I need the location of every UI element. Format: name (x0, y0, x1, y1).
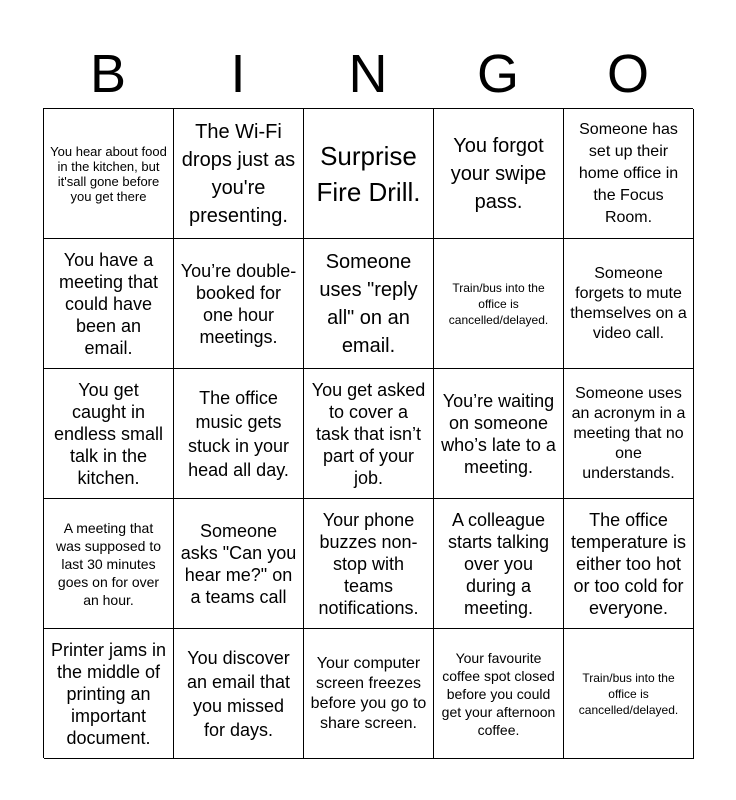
cell-text: You hear about food in the kitchen, but it'sall gone before you get there (50, 143, 167, 204)
cell-text: You get caught in endless small talk in the kitchen. (53, 379, 164, 488)
bingo-title (43, 40, 693, 108)
bingo-cell-r1-c4[interactable] (434, 109, 564, 239)
bingo-cell-r3-c4[interactable] (434, 369, 564, 499)
bingo-cell-r4-c1[interactable] (44, 499, 174, 629)
cell-text: Your computer screen freezes before you go to share screen. (310, 654, 427, 732)
cell-text: Someone has set up their home office in the Focus Room. (578, 120, 679, 226)
cell-text: Someone forgets to mute themselves on a video call. (570, 264, 687, 342)
bingo-cell-r4-c3[interactable] (304, 499, 434, 629)
bingo-cell-r5-c1[interactable] (44, 629, 174, 759)
title-letter-n: N (348, 44, 388, 104)
bingo-cell-r2-c2[interactable] (174, 239, 304, 369)
bingo-cell-r3-c3[interactable] (304, 369, 434, 499)
cell-text: Printer jams in the middle of printing an important document. (50, 639, 167, 748)
bingo-cell-r1-c2[interactable] (174, 109, 304, 239)
cell-text: The office music gets stuck in your head all day. (187, 387, 290, 480)
cell-text: Your phone buzzes non-stop with teams notifications. (318, 509, 419, 618)
bingo-cell-r5-c4[interactable] (434, 629, 564, 759)
cell-text: You forgot your swipe pass. (450, 134, 547, 213)
bingo-cell-r3-c2[interactable] (174, 369, 304, 499)
cell-text: A colleague starts talking over you during a meeting. (447, 509, 550, 618)
bingo-cell-r5-c5[interactable] (564, 629, 694, 759)
cell-text: Someone asks "Can you hear me?" on a teams call (180, 520, 297, 607)
bingo-cell-r2-c3[interactable] (304, 239, 434, 369)
bingo-cell-r2-c1[interactable] (44, 239, 174, 369)
cell-text: Someone uses an acronym in a meeting that no one understands. (571, 384, 686, 482)
cell-text: Your favourite coffee spot closed before you could get your afternoon coffee. (441, 649, 556, 738)
title-letter-i: I (230, 44, 246, 104)
bingo-cell-r3-c5[interactable] (564, 369, 694, 499)
bingo-cell-r2-c4[interactable] (434, 239, 564, 369)
bingo-cell-r3-c1[interactable] (44, 369, 174, 499)
cell-text: The Wi-Fi drops just as you're presenting. (181, 120, 296, 227)
bingo-cell-r4-c4[interactable] (434, 499, 564, 629)
cell-text: A meeting that was supposed to last 30 minutes goes on for over an hour. (55, 519, 162, 608)
bingo-cell-r1-c5[interactable] (564, 109, 694, 239)
cell-text: You discover an email that you missed for days. (186, 647, 291, 740)
bingo-cell-r5-c3[interactable] (304, 629, 434, 759)
cell-text: The office temperature is either too hot or too cold for everyone. (570, 509, 687, 618)
title-letter-o: O (606, 44, 649, 104)
cell-text: You’re waiting on someone who’s late to a meeting. (441, 390, 556, 477)
bingo-cell-r1-c1[interactable] (44, 109, 174, 239)
bingo-cell-r5-c2[interactable] (174, 629, 304, 759)
cell-text: Train/bus into the office is cancelled/delayed. (578, 670, 679, 717)
bingo-grid (43, 108, 693, 758)
bingo-cell-r4-c5[interactable] (564, 499, 694, 629)
cell-text: You have a meeting that could have been an email. (58, 249, 159, 358)
cell-text: You’re double-booked for one hour meetings. (180, 260, 297, 347)
cell-text: Train/bus into the office is cancelled/delayed. (448, 280, 549, 327)
bingo-cell-r2-c5[interactable] (564, 239, 694, 369)
cell-text: Surprise Fire Drill. (316, 140, 421, 207)
title-letter-g: G (476, 44, 519, 104)
title-letter-b: B (89, 44, 127, 104)
cell-text: Someone uses "reply all" on an email. (319, 250, 418, 357)
bingo-cell-r1-c3[interactable] (304, 109, 434, 239)
bingo-cell-r4-c2[interactable] (174, 499, 304, 629)
cell-text: You get asked to cover a task that isn’t part of your job. (311, 379, 426, 488)
